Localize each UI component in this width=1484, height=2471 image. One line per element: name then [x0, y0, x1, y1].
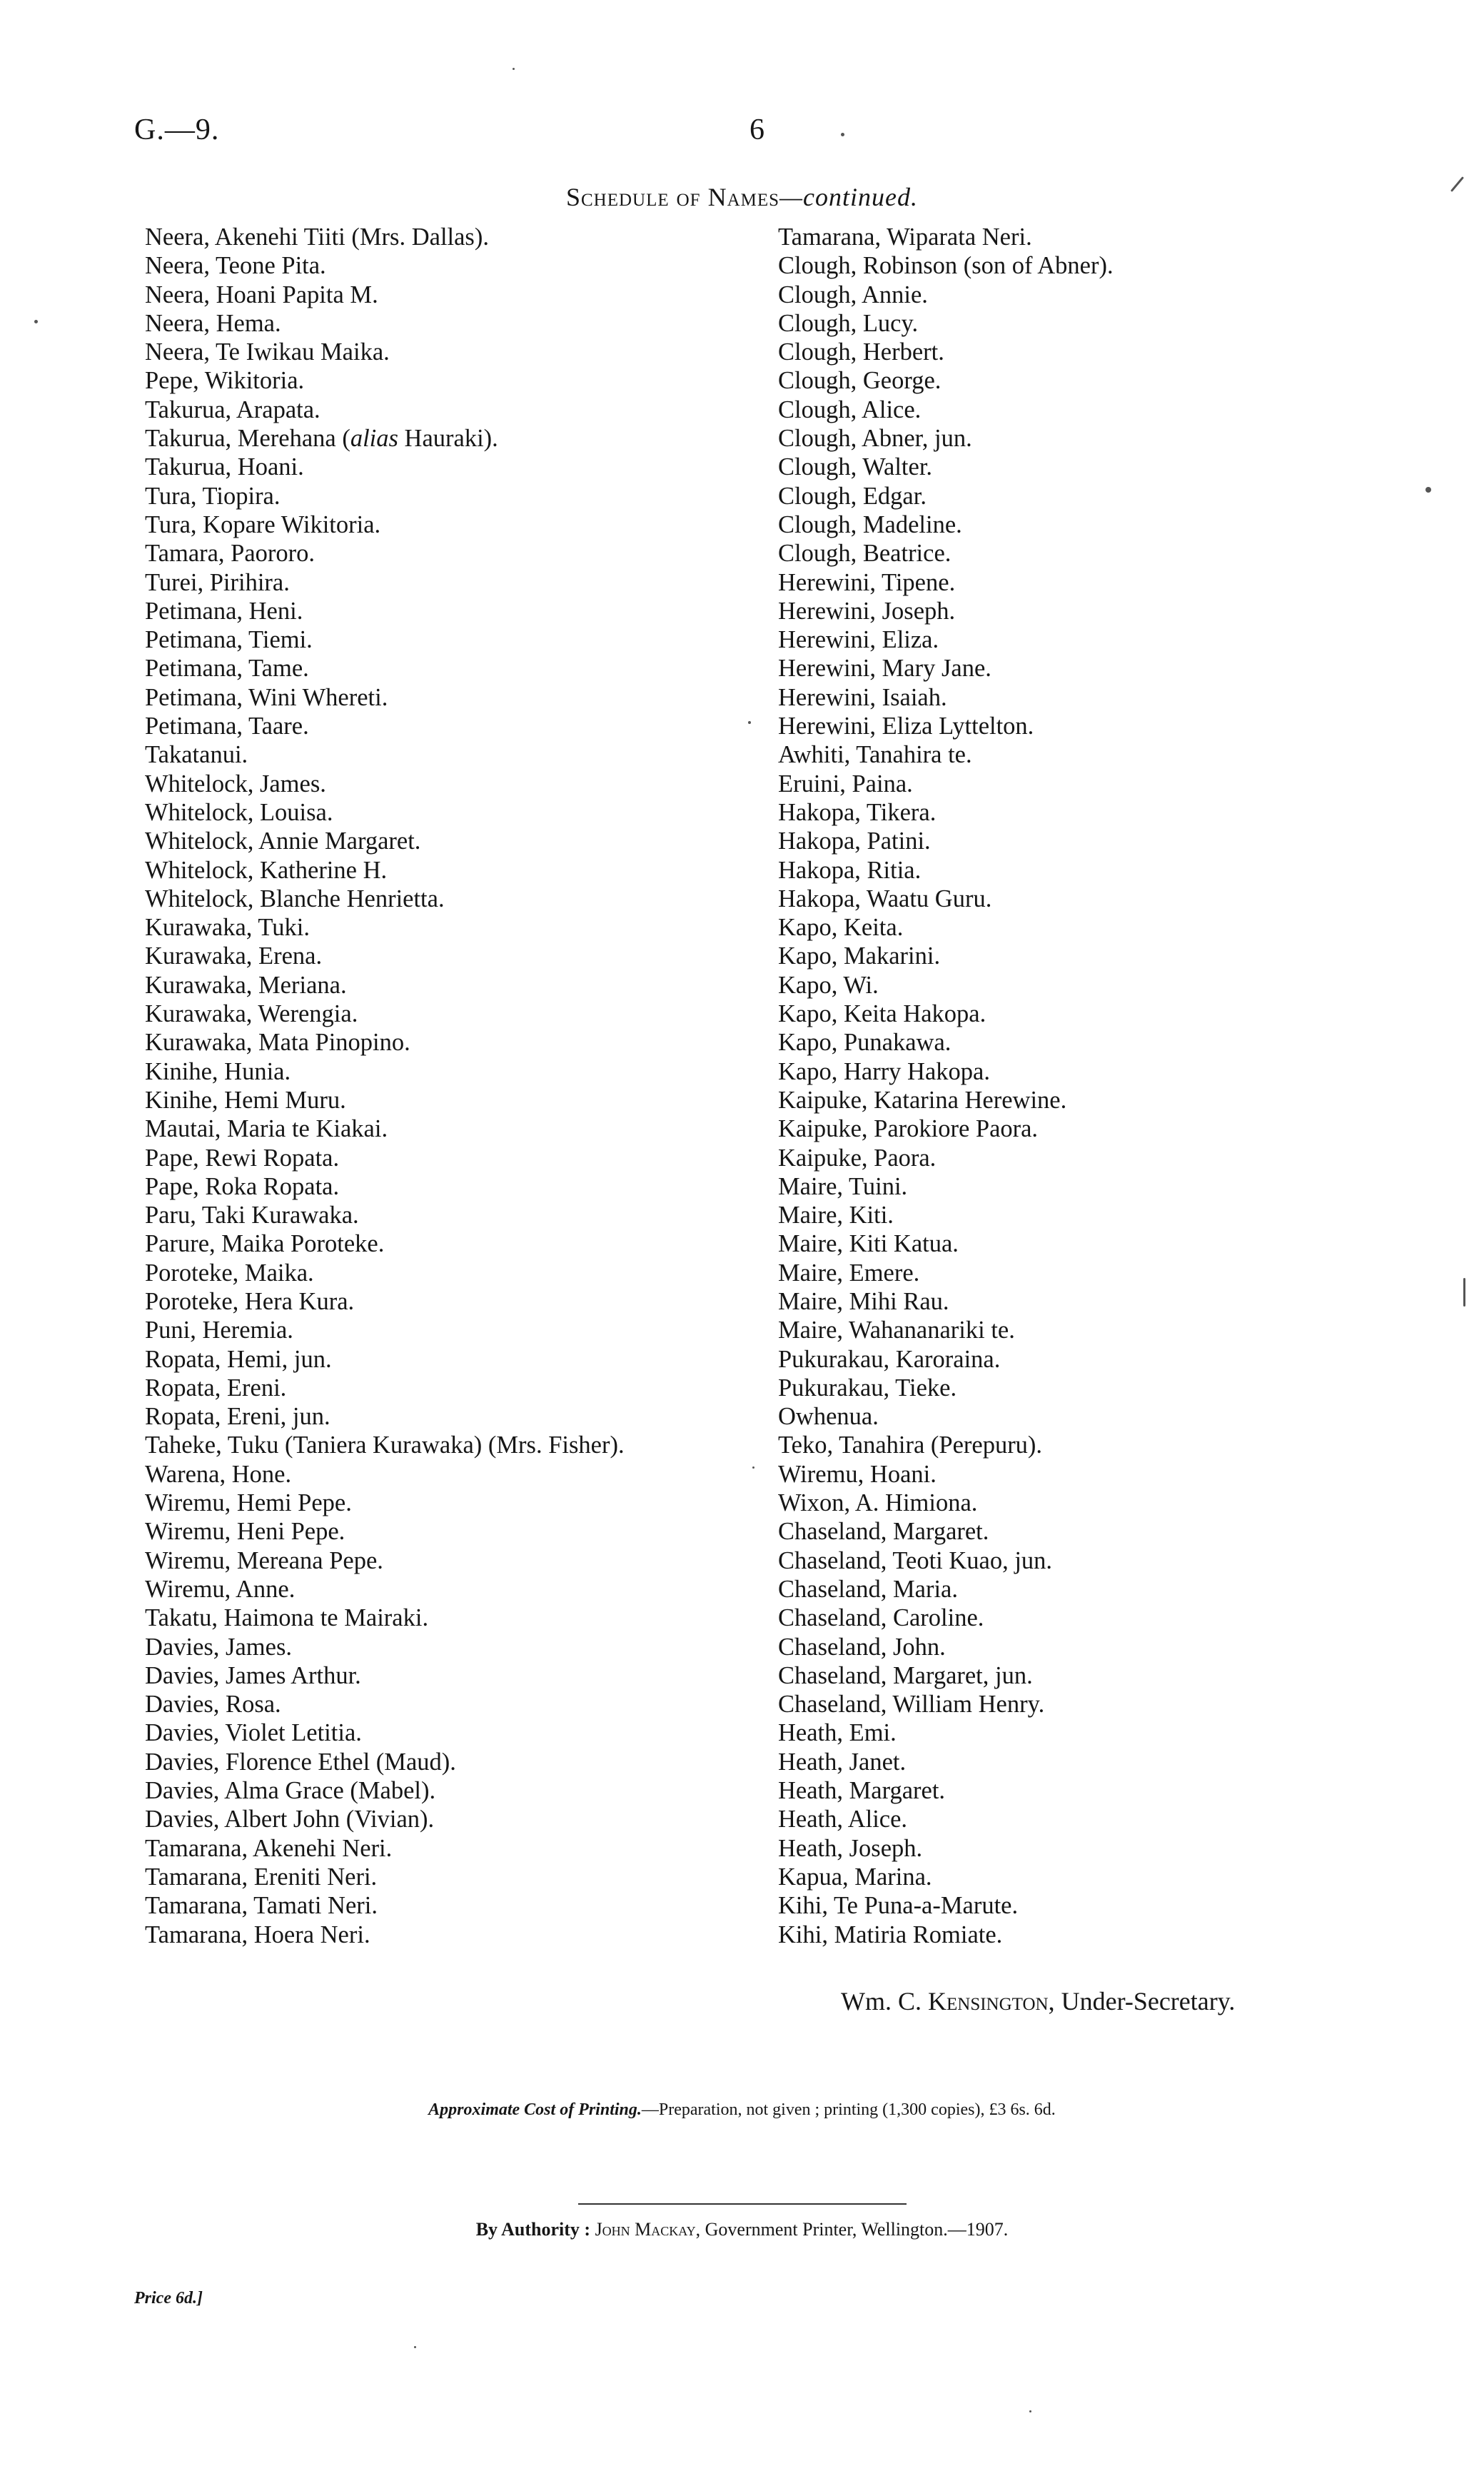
name-entry: Maire, Kiti. [778, 1202, 894, 1229]
name-entry: Kurawaka, Werengia. [145, 1000, 358, 1028]
name-entry: Kapo, Harry Hakopa. [778, 1057, 990, 1085]
name-entry: Ropata, Ereni. [145, 1374, 287, 1401]
name-entry: Poroteke, Maika. [145, 1259, 314, 1287]
name-entry: Wiremu, Hoani. [778, 1460, 937, 1488]
name-entry: Kapo, Keita Hakopa. [778, 1000, 986, 1028]
name-entry: Herewini, Isaiah. [778, 683, 947, 711]
name-entry: Kapo, Keita. [778, 914, 904, 942]
name-entry: Taheke, Tuku (Taniera Kurawaka) (Mrs. Fisher). [145, 1431, 625, 1459]
name-entry: Davies, Albert John (Vivian). [145, 1806, 435, 1833]
name-entry: Takurua, Merehana (alias Hauraki). [145, 425, 498, 453]
name-entry: Whitelock, Katherine H. [145, 856, 388, 884]
name-entry: Tamarana, Tamati Neri. [145, 1892, 378, 1920]
name-entry: Clough, Alice. [778, 396, 922, 423]
name-entry: Davies, Rosa. [145, 1691, 281, 1718]
name-entry: Kaipuke, Paora. [778, 1144, 937, 1172]
name-entry: Maire, Mihi Rau. [778, 1287, 949, 1315]
authority-line [0, 2219, 1484, 2240]
scan-speck [841, 133, 844, 136]
name-entry: Petimana, Tiemi. [145, 626, 313, 654]
name-entry: Parure, Maika Poroteke. [145, 1230, 385, 1258]
name-entry: Hakopa, Waatu Guru. [778, 885, 992, 912]
name-entry: Kaipuke, Parokiore Paora. [778, 1115, 1039, 1143]
name-entry: Kapo, Punakawa. [778, 1029, 952, 1057]
name-entry: Wiremu, Mereana Pepe. [145, 1546, 383, 1574]
name-entry: Owhenua. [778, 1403, 879, 1431]
name-entry: Eruini, Paina. [778, 770, 913, 797]
name-entry: Herewini, Eliza. [778, 626, 939, 654]
name-entry: Whitelock, James. [145, 770, 326, 797]
name-entry: Clough, Abner, jun. [778, 425, 972, 453]
name-entry: Herewini, Mary Jane. [778, 655, 991, 683]
name-entry: Neera, Te Iwikau Maika. [145, 338, 390, 366]
name-entry: Pukurakau, Tieke. [778, 1374, 957, 1401]
name-entry: Tamarana, Ereniti Neri. [145, 1863, 378, 1891]
name-entry: Herewini, Tipene. [778, 568, 956, 596]
name-entry: Davies, Alma Grace (Mabel). [145, 1777, 436, 1805]
name-entry: Puni, Heremia. [145, 1317, 293, 1344]
price-note: Price 6d.] [134, 2289, 203, 2308]
name-entry: Clough, Edgar. [778, 482, 927, 510]
name-entry: Petimana, Taare. [145, 713, 309, 740]
name-entry: Heath, Joseph. [778, 1834, 923, 1862]
name-entry: Petimana, Wini Whereti. [145, 683, 388, 711]
name-entry: Maire, Wahananariki te. [778, 1317, 1015, 1344]
name-entry: Awhiti, Tanahira te. [778, 741, 972, 769]
name-entry: Turei, Pirihira. [145, 568, 290, 596]
name-entry: Pepe, Wikitoria. [145, 367, 305, 395]
name-entry: Kurawaka, Mata Pinopino. [145, 1029, 410, 1057]
name-entry: Chaseland, William Henry. [778, 1691, 1045, 1718]
scan-speck [1029, 2410, 1031, 2412]
name-entry: Kihi, Matiria Romiate. [778, 1921, 1003, 1948]
alias-word: alias [350, 425, 398, 453]
name-entry: Hakopa, Tikera. [778, 798, 937, 826]
page-number: 6 [749, 114, 764, 146]
names-column-left [145, 223, 625, 1949]
name-entry: Poroteke, Hera Kura. [145, 1287, 355, 1315]
signature-prefix: Wm. C. [841, 1987, 928, 2015]
name-entry: Herewini, Eliza Lyttelton. [778, 713, 1034, 740]
document-reference: G.—9. [134, 114, 220, 146]
name-entry: Maire, Tuini. [778, 1172, 908, 1200]
name-entry: Mautai, Maria te Kiakai. [145, 1115, 388, 1143]
name-entry: Clough, Lucy. [778, 309, 919, 337]
scan-speck [414, 2346, 416, 2348]
name-entry: Chaseland, Margaret, jun. [778, 1661, 1033, 1689]
name-entry: Clough, Annie. [778, 281, 928, 308]
name-entry: Davies, James. [145, 1633, 292, 1661]
name-entry: Pape, Rewi Ropata. [145, 1144, 340, 1172]
name-entry: Chaseland, Teoti Kuao, jun. [778, 1546, 1053, 1574]
name-entry: Kaipuke, Katarina Herewine. [778, 1086, 1067, 1114]
name-entry: Davies, Florence Ethel (Maud). [145, 1748, 456, 1776]
name-entry: Tura, Kopare Wikitoria. [145, 510, 381, 538]
name-entry: Kurawaka, Meriana. [145, 971, 347, 999]
name-entry: Neera, Teone Pita. [145, 252, 326, 280]
name-entry: Kapua, Marina. [778, 1863, 932, 1891]
name-entry: Clough, Herbert. [778, 338, 944, 366]
name-entry: Petimana, Heni. [145, 597, 303, 625]
name-entry: Herewini, Joseph. [778, 597, 956, 625]
signature-line [841, 1986, 1235, 2016]
names-column-right [778, 223, 1114, 1949]
name-entry: Tura, Tiopira. [145, 482, 281, 510]
name-entry: Paru, Taki Kurawaka. [145, 1202, 359, 1229]
name-entry: Neera, Hoani Papita M. [145, 281, 378, 308]
name-entry: Heath, Alice. [778, 1806, 908, 1833]
name-entry: Kurawaka, Erena. [145, 942, 323, 970]
name-entry: Pukurakau, Karoraina. [778, 1345, 1001, 1373]
name-entry: Takatanui. [145, 741, 248, 769]
name-entry: Takatu, Haimona te Mairaki. [145, 1604, 429, 1632]
scan-speck [752, 1466, 754, 1469]
name-entry: Warena, Hone. [145, 1460, 292, 1488]
name-entry: Davies, Violet Letitia. [145, 1719, 362, 1747]
name-entry: Takurua, Hoani. [145, 453, 304, 481]
divider-rule [578, 2203, 907, 2205]
name-entry: Chaseland, John. [778, 1633, 946, 1661]
name-entry: Chaseland, Caroline. [778, 1604, 984, 1632]
name-entry: Wiremu, Heni Pepe. [145, 1518, 345, 1546]
scan-speck [1463, 1278, 1465, 1307]
name-entry: Heath, Emi. [778, 1719, 897, 1747]
name-entry: Kinihe, Hunia. [145, 1057, 291, 1085]
signature-name: Kensington [928, 1987, 1049, 2015]
name-entry: Whitelock, Louisa. [145, 798, 333, 826]
name-entry: Davies, James Arthur. [145, 1661, 361, 1689]
name-entry: Tamarana, Wiparata Neri. [778, 223, 1032, 251]
name-entry: Takurua, Arapata. [145, 396, 320, 423]
name-entry: Pape, Roka Ropata. [145, 1172, 340, 1200]
name-entry: Clough, Robinson (son of Abner). [778, 252, 1114, 280]
name-entry: Clough, Beatrice. [778, 540, 952, 568]
name-entry: Chaseland, Margaret. [778, 1518, 989, 1546]
name-entry: Heath, Janet. [778, 1748, 907, 1776]
name-entry: Tamarana, Akenehi Neri. [145, 1834, 393, 1862]
scan-speck [748, 721, 751, 724]
name-entry: Clough, George. [778, 367, 942, 395]
name-entry: Ropata, Hemi, jun. [145, 1345, 332, 1373]
printing-cost-text: —Preparation, not given ; printing (1,300 copies), £3 6s. 6d. [641, 2100, 1056, 2119]
name-entry: Tamarana, Hoera Neri. [145, 1921, 370, 1948]
name-entry: Neera, Hema. [145, 309, 281, 337]
authority-rest: , Government Printer, Wellington.—1907. [695, 2219, 1009, 2240]
name-entry: Neera, Akenehi Tiiti (Mrs. Dallas). [145, 223, 489, 251]
name-entry: Hakopa, Patini. [778, 827, 931, 855]
name-entry: Petimana, Tame. [145, 655, 309, 683]
name-entry: Kapo, Makarini. [778, 942, 941, 970]
schedule-heading-title: Schedule of Names [565, 183, 780, 211]
name-entry: Chaseland, Maria. [778, 1575, 958, 1603]
scan-speck [513, 68, 515, 70]
printing-cost-line [0, 2100, 1484, 2120]
name-entry: Wiremu, Anne. [145, 1575, 296, 1603]
printing-cost-label: Approximate Cost of Printing. [428, 2100, 642, 2119]
name-entry: Kinihe, Hemi Muru. [145, 1086, 346, 1114]
name-entry: Hakopa, Ritia. [778, 856, 922, 884]
name-entry: Whitelock, Blanche Henrietta. [145, 885, 445, 912]
signature-title: , Under-Secretary. [1048, 1987, 1236, 2015]
name-entry: Tamara, Paororo. [145, 540, 316, 568]
name-entry: Clough, Walter. [778, 453, 933, 481]
name-entry: Whitelock, Annie Margaret. [145, 827, 421, 855]
schedule-heading [0, 182, 1484, 212]
name-entry: Maire, Emere. [778, 1259, 920, 1287]
name-entry: Heath, Margaret. [778, 1777, 946, 1805]
authority-printer: John Mackay [595, 2219, 696, 2240]
name-entry: Ropata, Ereni, jun. [145, 1403, 330, 1431]
name-entry: Wixon, A. Himiona. [778, 1489, 978, 1517]
name-entry: Maire, Kiti Katua. [778, 1230, 959, 1258]
name-entry: Kurawaka, Tuki. [145, 914, 310, 942]
scan-speck [34, 320, 38, 323]
scan-speck [1425, 487, 1431, 493]
name-entry: Teko, Tanahira (Perepuru). [778, 1431, 1043, 1459]
name-entry: Kapo, Wi. [778, 971, 879, 999]
name-entry: Kihi, Te Puna-a-Marute. [778, 1892, 1019, 1920]
schedule-heading-suffix: —continued. [779, 183, 919, 211]
authority-label: By Authority : [475, 2219, 591, 2240]
name-entry: Wiremu, Hemi Pepe. [145, 1489, 352, 1517]
name-entry: Clough, Madeline. [778, 510, 962, 538]
